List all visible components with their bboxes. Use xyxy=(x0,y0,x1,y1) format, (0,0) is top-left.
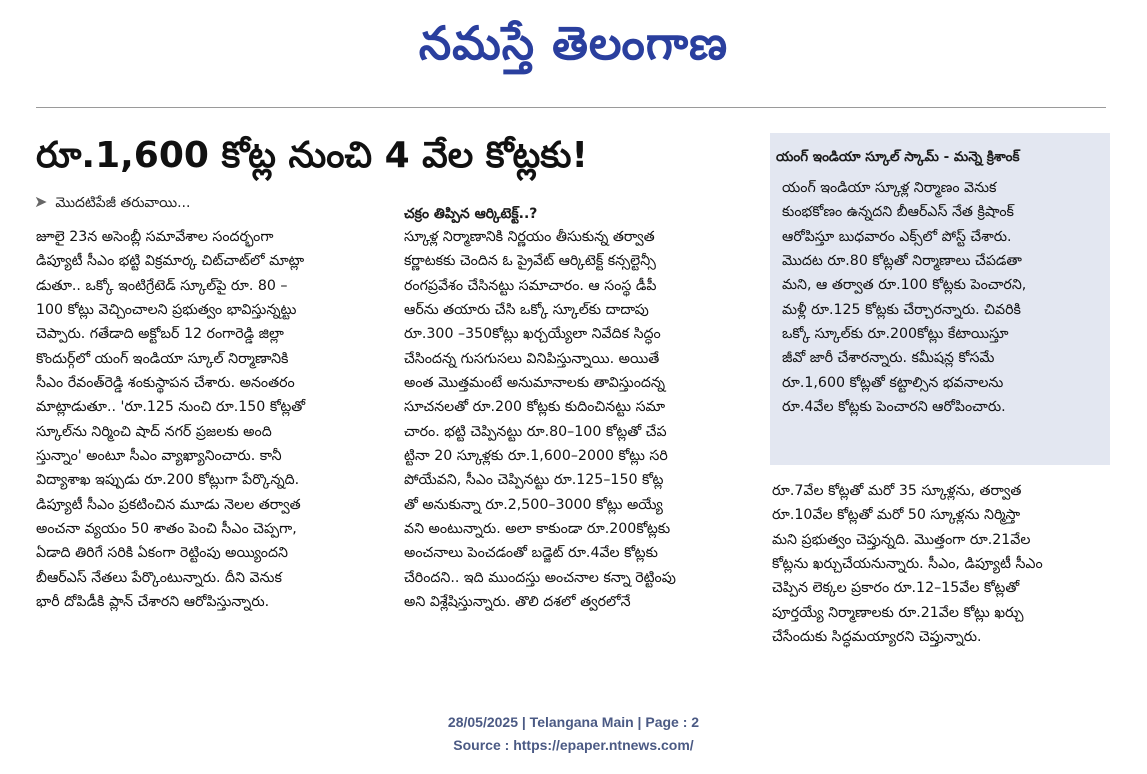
text-line: భారీ దోపిడీకి ప్లాన్ చేశారని ఆరోపిస్తున్నారు. xyxy=(36,594,270,611)
text-line: చేరిందని.. ఇది ముందస్తు అంచనాల కన్నా రెట్టింపు xyxy=(404,569,676,586)
text-line: చేసిందన్న గుసగుసలు వినిపిస్తున్నాయి. అయితే xyxy=(404,350,660,367)
text-line: పోయేవని, సీఎం చెప్పినట్టు రూ.125–150 కోట్ల xyxy=(404,472,664,489)
text-line: అంత మొత్తమంటే అనుమానాలకు తావిస్తుందన్న xyxy=(404,375,666,392)
text-line: రూ.1,600 కోట్లతో కట్టాల్సిన భవనాలను xyxy=(782,374,1004,391)
text-line: డిప్యూటీ సీఎం ప్రకటించిన మూడు నెలల తర్వాత xyxy=(36,496,301,513)
text-line: సీఎం రేవంత్‌రెడ్డి శంకుస్థాపన చేశారు. అనంతరం xyxy=(36,375,295,392)
text-line: విద్యాశాఖ ఇప్పుడు రూ.200 కోట్లుగా పేర్కొన్నది. xyxy=(36,472,300,489)
text-line: ఏడాది తిరిగే సరికి ఏకంగా రెట్టింపు అయ్యిందని xyxy=(36,545,288,562)
chevron-right-icon: ➤ xyxy=(34,192,48,211)
text-line: రూ.7వేల కోట్లతో మరో 35 స్కూళ్లను, తర్వాత xyxy=(772,483,1022,499)
article-headline: రూ.1,600 కోట్ల నుంచి 4 వేల కోట్లకు! xyxy=(36,135,588,176)
text-line: మని, ఆ తర్వాత రూ.100 కోట్లకు పెంచారని, xyxy=(782,277,1027,294)
sidebar-title: యంగ్ ఇండియా స్కూల్ స్కామ్ - మన్నె క్రిశాంక్ xyxy=(776,149,1020,165)
footer-source: Source : https://epaper.ntnews.com/ xyxy=(453,737,694,753)
text-line: డిప్యూటీ సీఎం భట్టి విక్రమార్క చిట్‌చాట్‌లో మాట్లా xyxy=(36,253,305,270)
text-line: ఆర్‌ను తయారు చేసి ఒక్కో స్కూల్‌కు దాదాపు xyxy=(404,302,649,319)
text-line: చెప్పిన లెక్కల ప్రకారం రూ.12–15వేల కోట్లతో xyxy=(772,580,1020,597)
text-line: రూ.4వేల కోట్లకు పెంచారని ఆరోపించారు. xyxy=(782,399,1006,416)
text-line: సూచనలతో రూ.200 కోట్లకు కుదించినట్టు సమా xyxy=(404,399,666,416)
text-line: మని ప్రభుత్వం చెప్తున్నది. మొత్తంగా రూ.21వేల xyxy=(772,531,1031,548)
column-2-subheading: చక్రం తిప్పిన ఆర్కిటెక్ట్..? xyxy=(404,206,538,222)
sidebar-text xyxy=(782,176,1104,419)
text-line: తో అనుకున్నా రూ.2,500–3000 కోట్లు అయ్యే xyxy=(404,496,663,513)
text-line: కర్ణాటకకు చెందిన ఓ ప్రైవేట్ ఆర్కిటెక్ట్ కన్సల్టెన్సీ xyxy=(404,253,656,270)
text-line: అని విశ్లేషిస్తున్నారు. తొలి దశలో త్వరలోనే xyxy=(404,594,631,611)
article-column-3 xyxy=(772,479,1108,649)
text-line: యంగ్ ఇండియా స్కూళ్ల నిర్మాణం వెనుక xyxy=(782,180,997,196)
text-line: మాట్లాడుతూ.. 'రూ.125 నుంచి రూ.150 కోట్లతో xyxy=(36,399,306,416)
article-column-1 xyxy=(36,225,376,615)
text-line: ఆరోపిస్తూ బుధవారం ఎక్స్‌లో పోస్ట్ చేశారు. xyxy=(782,228,1012,245)
text-line: వని అంటున్నారు. అలా కాకుండా రూ.200కోట్లకు xyxy=(404,521,671,538)
text-line: కొందుర్గ్‌లో యంగ్ ఇండియా స్కూల్ నిర్మాణానికి xyxy=(36,350,289,367)
text-line: 100 కోట్లు వెచ్చించాలని ప్రభుత్వం భావిస్తున్నట్టు xyxy=(36,302,297,319)
text-line: డుతూ.. ఒక్కో ఇంటిగ్రేటెడ్ స్కూల్‌పై రూ. 80 – xyxy=(36,277,288,294)
text-line: అంచనాలు పెంచడంతో బడ్జెట్ రూ.4వేల కోట్లకు xyxy=(404,545,658,562)
text-line: కోట్లను ఖర్చుచేయనున్నారు. సీఎం, డిప్యూటీ సీఎం xyxy=(772,556,1043,573)
continued-label: మొదటిపేజీ తరువాయి... xyxy=(55,195,191,211)
text-line: స్కూల్‌ను నిర్మించి షాద్ నగర్ ప్రజలకు అంది xyxy=(36,423,272,440)
text-line: రంగప్రవేశం చేసినట్టు సమాచారం. ఆ సంస్థ డీపీ xyxy=(404,277,657,294)
text-line: జూలై 23న అసెంబ్లీ సమావేశాల సందర్భంగా xyxy=(36,229,274,245)
article-column-2 xyxy=(404,225,744,615)
text-line: చెప్పారు. గతేడాది అక్టోబర్ 12 రంగారెడ్డి జిల్లా xyxy=(36,326,284,343)
text-line: ఒక్కో స్కూల్‌కు రూ.200కోట్లు కేటాయిస్తూ xyxy=(782,326,1009,343)
text-line: స్కూళ్ల నిర్మాణానికి నిర్ణయం తీసుకున్న తర్వాత xyxy=(404,229,655,245)
text-line: మళ్లీ రూ.125 కోట్లకు చేర్చారన్నారు. చివరికి xyxy=(782,301,1021,318)
text-line: మొదట రూ.80 కోట్లతో నిర్మాణాలు చేపడతా xyxy=(782,253,1022,270)
text-line: చారం. భట్టి చెప్పినట్టు రూ.80–100 కోట్లతో చేప xyxy=(404,423,667,440)
text-line: చేసేందుకు సిద్ధమయ్యారని చెప్తున్నారు. xyxy=(772,629,982,646)
text-line: అంచనా వ్యయం 50 శాతం పెంచి సీఎం చెప్పగా, xyxy=(36,521,297,538)
text-line: రూ.10వేల కోట్లతో మరో 50 స్కూళ్లను నిర్మిస్తా xyxy=(772,507,1021,524)
text-line: రూ.300 –350కోట్లు ఖర్చయ్యేలా నివేదిక సిద్ధం xyxy=(404,326,661,343)
text-line: స్తున్నాం' అంటూ సీఎం వ్యాఖ్యానించారు. కానీ xyxy=(36,448,282,465)
text-line: పూర్తయ్యే నిర్మాణాలకు రూ.21వేల కోట్లు ఖర్చు xyxy=(772,604,1024,621)
masthead-divider xyxy=(36,107,1106,108)
text-line: ట్టినా 20 స్కూళ్లకు రూ.1,600–2000 కోట్లు సరి xyxy=(404,448,668,465)
text-line: కుంభకోణం ఉన్నదని బీఆర్‌ఎస్ నేత క్రిషాంక్ xyxy=(782,204,1014,221)
footer-edition-info: 28/05/2025 | Telangana Main | Page : 2 xyxy=(447,714,700,730)
continued-from-front-page xyxy=(34,192,190,213)
text-line: బీఆర్‌ఎస్ నేతలు పేర్కొంటున్నారు. దీని వెనుక xyxy=(36,569,282,586)
masthead-logo: నమస్తే తెలంగాణ xyxy=(418,16,729,70)
text-line: జీవో జారీ చేశారన్నారు. కమీషన్ల కోసమే xyxy=(782,350,995,367)
